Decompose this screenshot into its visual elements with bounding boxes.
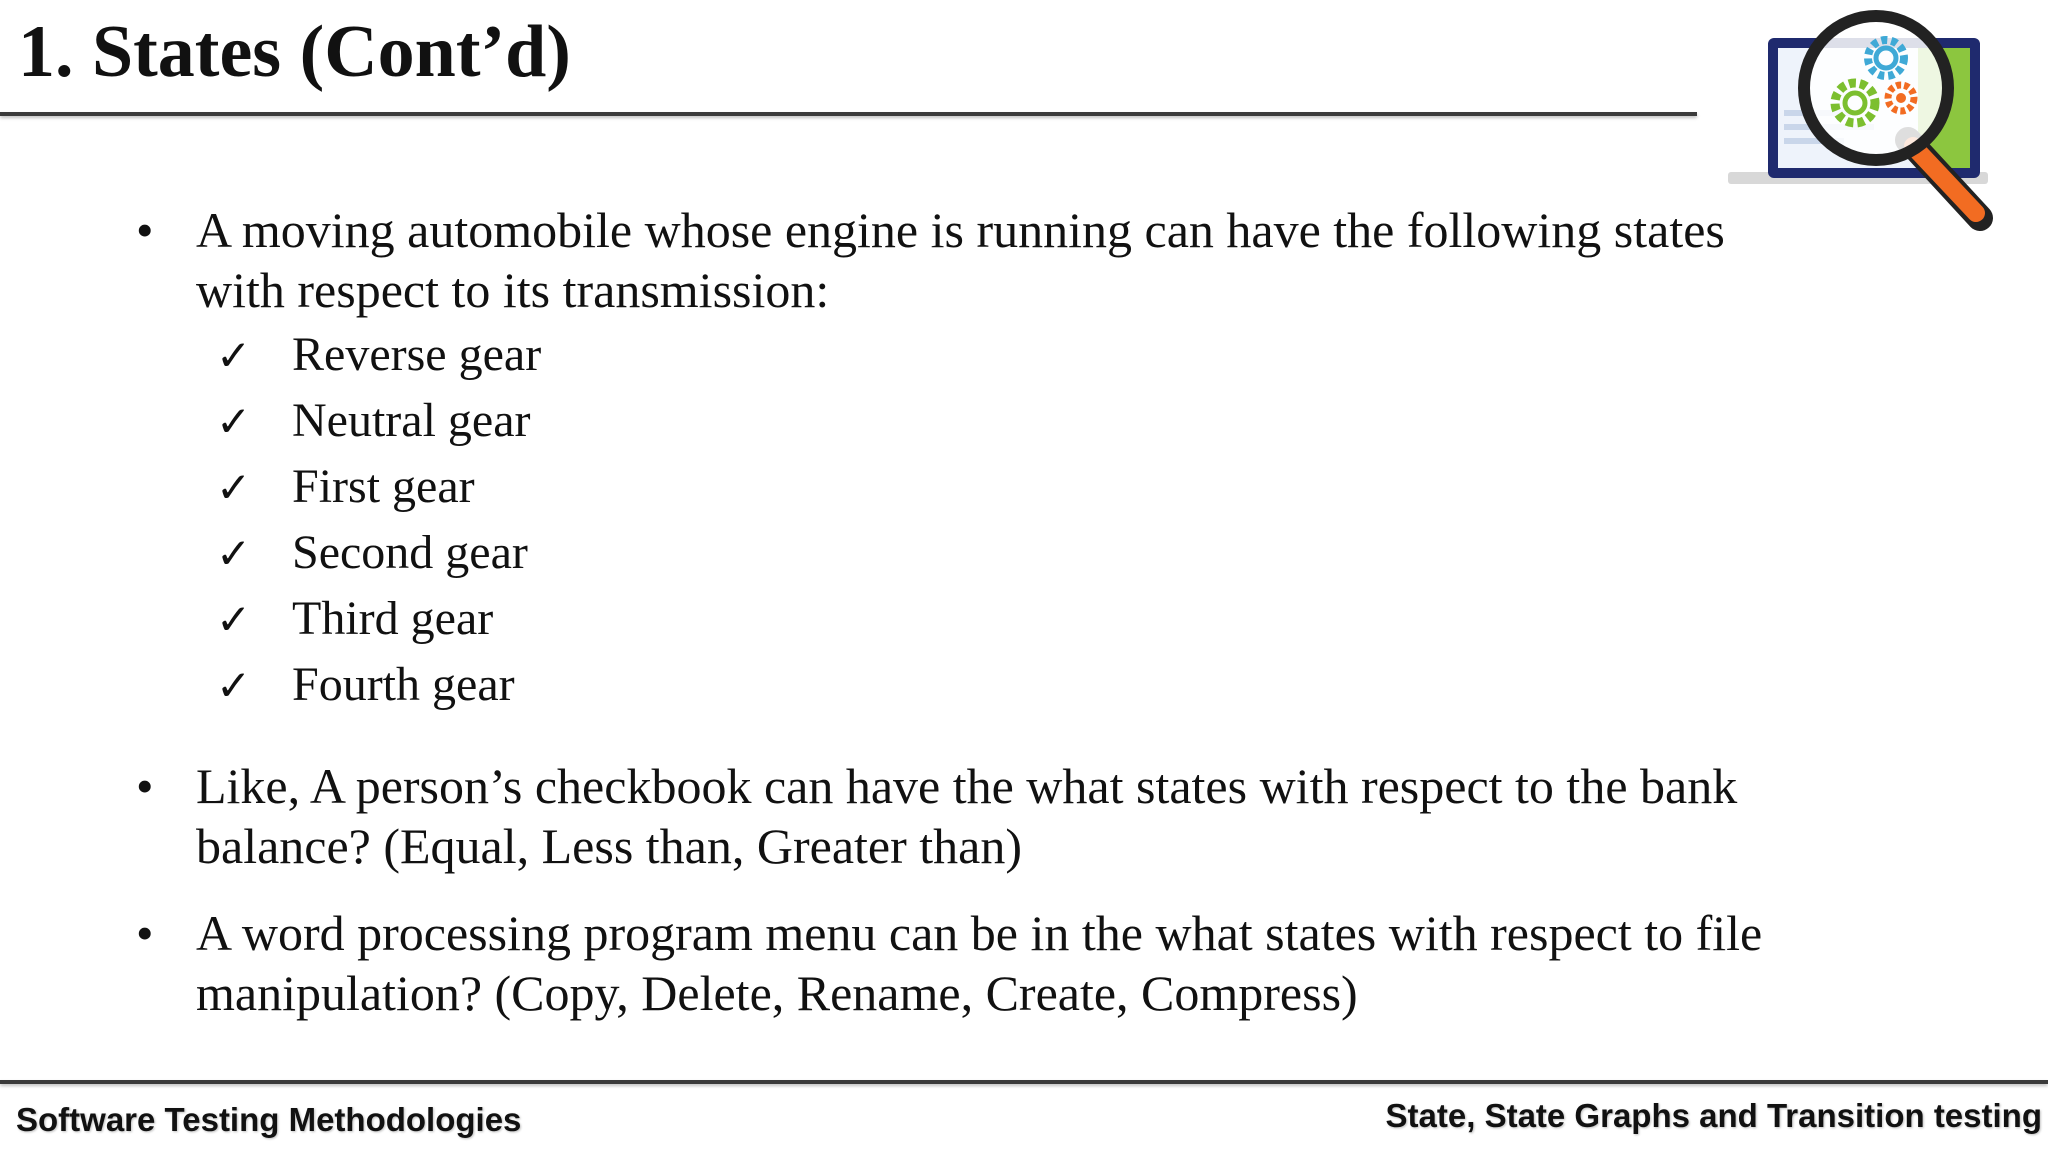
footer-course-title: Software Testing Methodologies <box>16 1101 522 1138</box>
checkmark-icon: ✓ <box>216 331 252 380</box>
footer-topic-title: State, State Graphs and Transition testing <box>1385 1097 2042 1134</box>
list-item <box>216 457 475 518</box>
checkmark-icon: ✓ <box>216 397 252 446</box>
checkmark-icon: ✓ <box>216 595 252 644</box>
list-item-label: Reverse gear <box>292 328 542 381</box>
list-item-label: Second gear <box>292 526 528 579</box>
list-item <box>216 325 541 386</box>
bullet-text-line: balance? (Equal, Less than, Greater than) <box>196 818 1022 874</box>
list-item <box>216 655 515 716</box>
slide-title: 1. States (Cont’d) <box>18 11 571 93</box>
list-item-label: Neutral gear <box>292 394 531 447</box>
bullet-text-line: A word processing program menu can be in the what states with respect to file <box>196 905 1763 961</box>
checkmark-icon: ✓ <box>216 529 252 578</box>
footer-divider <box>0 1080 2048 1084</box>
bullet-marker: • <box>136 905 154 961</box>
bullet-text-line: A moving automobile whose engine is running can have the following states <box>196 202 1725 258</box>
bullet-text-line: with respect to its transmission: <box>196 262 830 318</box>
list-item <box>216 589 493 650</box>
checkmark-icon: ✓ <box>216 463 252 512</box>
list-item-label: Third gear <box>292 592 494 645</box>
checkmark-icon: ✓ <box>216 661 252 710</box>
bullet-marker: • <box>136 758 154 814</box>
list-item <box>216 391 531 452</box>
list-item-label: First gear <box>292 460 475 513</box>
list-item-label: Fourth gear <box>292 658 515 711</box>
bullet-text-line: Like, A person’s checkbook can have the what states with respect to the bank <box>196 758 1738 814</box>
list-item <box>216 523 528 584</box>
bullet-text-line: manipulation? (Copy, Delete, Rename, Create, Compress) <box>196 965 1358 1021</box>
bullet-marker: • <box>136 202 154 258</box>
